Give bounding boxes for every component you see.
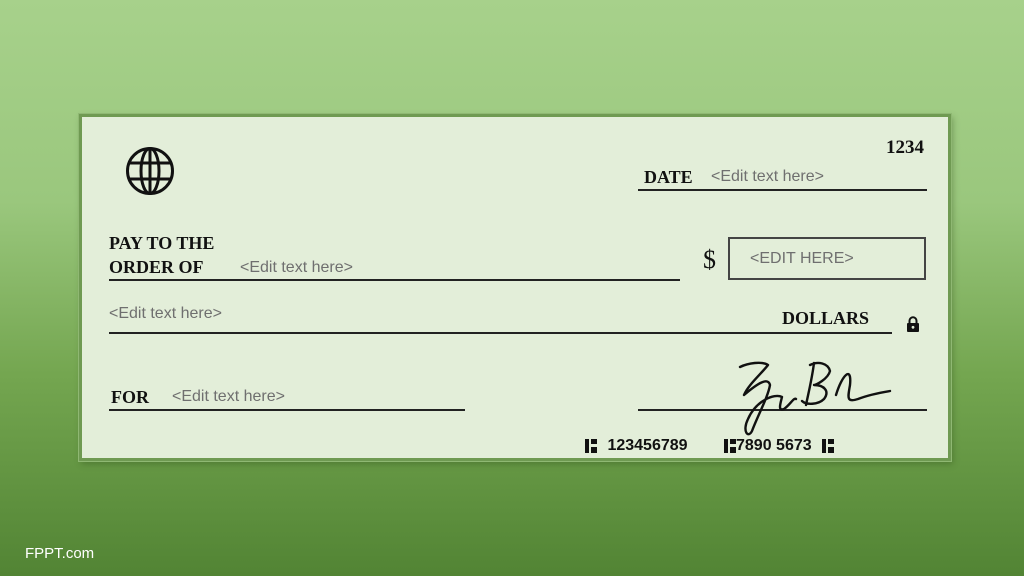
globe-icon [124,145,176,197]
brand-label: FPPT.com [25,545,95,562]
pay-label-line1: PAY TO THE [109,233,215,253]
payee-underline [109,279,680,281]
micr-onus-symbol [822,438,834,454]
micr-transit-symbol-right [724,438,736,454]
memo-field[interactable]: <Edit text here> [172,388,285,405]
check [79,114,951,461]
pay-label-line2: ORDER OF [109,257,204,277]
amount-box[interactable] [728,237,926,280]
signature-scribble [718,355,898,437]
date-field[interactable]: <Edit text here> [711,168,824,185]
amount-words-field[interactable]: <Edit text here> [109,305,222,322]
memo-underline [109,409,465,411]
currency-symbol: $ [703,245,716,274]
amount-words-underline [109,332,892,334]
dollars-label: DOLLARS [782,308,870,328]
check-number: 1234 [886,137,924,158]
date-label: DATE [644,167,693,187]
payee-field[interactable]: <Edit text here> [240,259,353,276]
for-label: FOR [111,387,149,407]
micr-line [585,437,834,455]
lock-icon [906,316,920,333]
amount-field[interactable]: <EDIT HERE> [750,250,854,267]
account-number: 7890 5673 [736,437,812,454]
date-underline [638,189,927,191]
micr-transit-symbol-left [585,438,597,454]
routing-number: 123456789 [607,437,688,454]
